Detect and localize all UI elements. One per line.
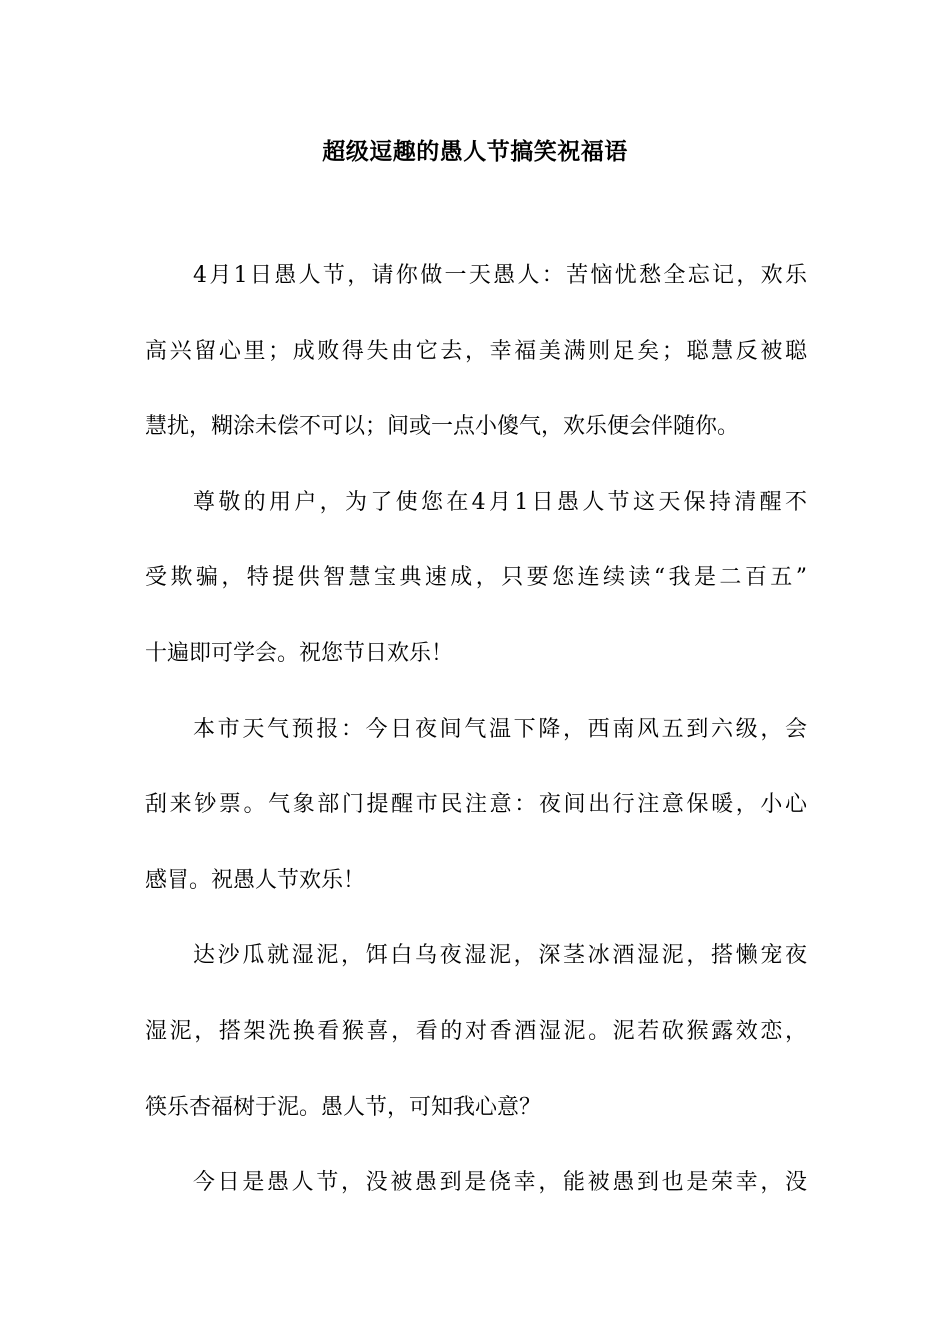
paragraph-line: 筷乐杏福树于泥。愚人节，可知我心意？ <box>145 1094 542 1120</box>
paragraph-line: 湿泥，搭架洗换看猴喜，看的对香酒湿泥。泥若砍猴露效恋， <box>145 1018 807 1044</box>
paragraph-line: 4月1日愚人节，请你做一天愚人：苦恼忧愁全忘记，欢乐 <box>193 263 807 288</box>
document-title: 超级逗趣的愚人节搞笑祝福语 <box>322 139 628 165</box>
paragraph-1 <box>145 256 807 483</box>
paragraph-2 <box>145 483 807 710</box>
paragraph-5 <box>145 1163 807 1239</box>
paragraph-4 <box>145 936 807 1163</box>
document-body <box>145 256 807 1239</box>
paragraph-line: 高兴留心里；成败得失由它去，幸福美满则足矣；聪慧反被聪 <box>145 338 807 364</box>
paragraph-line: 感冒。祝愚人节欢乐！ <box>145 867 366 893</box>
paragraph-line: 达沙瓜就湿泥，饵白乌夜湿泥，深茎冰酒湿泥，搭懒宠夜 <box>193 943 807 969</box>
paragraph-line: 受欺骗，特提供智慧宝典速成，只要您连续读“我是二百五” <box>145 565 807 591</box>
paragraph-line: 今日是愚人节，没被愚到是侥幸，能被愚到也是荣幸，没 <box>193 1170 807 1196</box>
paragraph-3 <box>145 710 807 937</box>
paragraph-line: 本市天气预报：今日夜间气温下降，西南风五到六级，会 <box>193 716 807 742</box>
paragraph-line: 尊敬的用户，为了使您在4月1日愚人节这天保持清醒不 <box>193 489 807 515</box>
paragraph-line: 十遍即可学会。祝您节日欢乐！ <box>145 640 454 666</box>
paragraph-line: 刮来钞票。气象部门提醒市民注意：夜间出行注意保暖，小心 <box>145 792 807 818</box>
paragraph-line: 慧扰，糊涂未偿不可以；间或一点小傻气，欢乐便会伴随你。 <box>145 414 740 440</box>
